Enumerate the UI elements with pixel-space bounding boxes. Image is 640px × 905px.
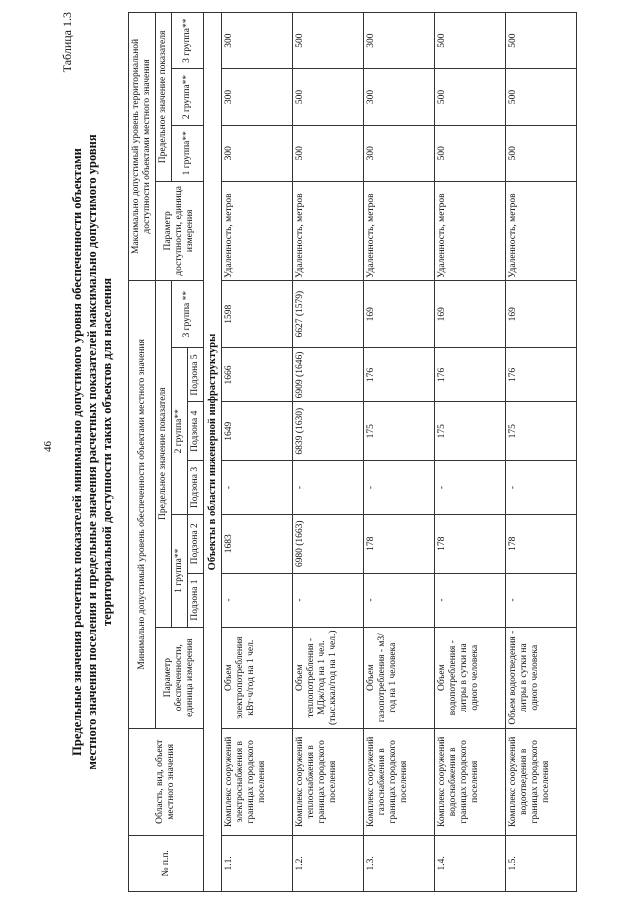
row-param: Объем газопотребления - м3/год на 1 человека [364,627,435,728]
header-sub-5: Подзона 5 [188,348,204,402]
header-limit-value: Предельное значение показателя [156,280,172,627]
table-caption: Таблица 1.3 [60,12,74,73]
row-sub1: - [293,573,364,627]
row-access-g2: 500 [506,69,577,125]
row-access-g2: 300 [364,69,435,125]
row-access-g3: 300 [364,13,435,69]
row-sub3: - [222,461,293,515]
row-access-g1: 500 [293,125,364,181]
row-num: 1.1. [222,835,293,891]
row-object: Комплекс сооружений водоотведения в границах городского поселения [506,728,577,835]
header-param-supply: Параметр обеспеченности, единица измерения [156,627,204,728]
row-sub2: 178 [364,515,435,574]
row-access: Удаленность, метров [293,181,364,280]
row-sub1: - [222,573,293,627]
row-access-g3: 500 [293,13,364,69]
row-sub5: 176 [364,348,435,402]
row-group3: 6627 (1579) [293,280,364,348]
table-row [364,13,435,892]
header-group-1: 1 группа** [172,515,188,628]
row-param: Объем водоотведения - литры в сутки на одного человека [506,627,577,728]
row-access-g1: 500 [506,125,577,181]
row-access: Удаленность, метров [435,181,506,280]
row-sub3: - [364,461,435,515]
row-access-g1: 300 [364,125,435,181]
row-num: 1.3. [364,835,435,891]
title-line-1: Предельные значения расчетных показателей минимально допустимого уровня обеспеченности объектами [70,148,84,756]
row-sub1: - [506,573,577,627]
page-number [0,0,54,905]
row-sub4: 175 [506,402,577,461]
row-num: 1.5. [506,835,577,891]
row-sub5: 6909 (1646) [293,348,364,402]
header-sub-3: Подзона 3 [188,461,204,515]
row-access-g3: 300 [222,13,293,69]
header-min-level: Минимально допустимый уровень обеспеченности объектами местного значения [129,280,156,728]
section-title: Объекты в области инженерной инфраструктуры [204,13,222,892]
header-g2: 2 группа** [172,69,204,125]
table-row [435,13,506,892]
header-max-level: Максимально допустимый уровень территориальной доступности объектами местного значения [129,13,156,281]
title-line-3: территориальной доступности таких объектов для населения [100,278,114,626]
row-access-g2: 500 [293,69,364,125]
header-sub-4: Подзона 4 [188,402,204,461]
row-access-g1: 500 [435,125,506,181]
table-row [506,13,577,892]
header-area: Область, вид, объект местного значения [129,728,204,835]
row-object: Комплекс сооружений электроснабжения в границах городского поселения [222,728,293,835]
row-access-g1: 300 [222,125,293,181]
row-sub4: 6839 (1630) [293,402,364,461]
row-sub2: 178 [506,515,577,574]
row-access: Удаленность, метров [364,181,435,280]
page-number-text: 46 [42,441,54,452]
row-sub4: 175 [364,402,435,461]
row-sub2: 1683 [222,515,293,574]
row-sub1: - [364,573,435,627]
row-param: Объем теплопотребления - МДж/год на 1 чел. (тыс.ккал/год на 1 чел.) [293,627,364,728]
row-num: 1.4. [435,835,506,891]
row-object: Комплекс сооружений теплоснабжения в границах городского поселения [293,728,364,835]
row-group3: 169 [435,280,506,348]
row-sub2: 6980 (1663) [293,515,364,574]
header-sub-1: Подзона 1 [188,573,204,627]
row-sub5: 176 [435,348,506,402]
row-sub5: 1666 [222,348,293,402]
row-sub1: - [435,573,506,627]
row-access-g2: 300 [222,69,293,125]
row-sub3: - [506,461,577,515]
row-param: Объем электропотребления кВт·ч/год на 1 чел. [222,627,293,728]
row-sub2: 178 [435,515,506,574]
row-access-g2: 500 [435,69,506,125]
row-sub3: - [293,461,364,515]
header-group-2: 2 группа** [172,348,188,515]
row-sub4: 1649 [222,402,293,461]
header-sub-2: Подзона 2 [188,515,204,574]
table-row [293,13,364,892]
table-row [222,13,293,892]
header-g3: 3 группа** [172,13,204,69]
row-sub3: - [435,461,506,515]
row-object: Комплекс сооружений газоснабжения в границах городского поселения [364,728,435,835]
table-title [70,12,115,892]
header-g1: 1 группа** [172,125,204,181]
row-object: Комплекс сооружений водоснабжения в границах городского поселения [435,728,506,835]
row-access-g3: 500 [506,13,577,69]
row-access: Удаленность, метров [506,181,577,280]
header-limit-value-2: Предельное значение показателя [156,13,172,182]
indicators-table [128,12,577,892]
row-sub4: 175 [435,402,506,461]
title-line-2: местного значения поселения и предельные значения расчетных показателей максимально допустимого уровня [85,134,99,770]
row-sub5: 176 [506,348,577,402]
rotated-table-sheet [60,12,620,892]
row-group3: 169 [506,280,577,348]
row-access-g3: 500 [435,13,506,69]
row-access: Удаленность, метров [222,181,293,280]
header-param-access: Параметр доступности, единица измерения [156,181,204,280]
row-group3: 1598 [222,280,293,348]
header-num: № п.п. [129,835,204,891]
header-group-3: 3 группа ** [172,280,204,348]
row-num: 1.2. [293,835,364,891]
row-group3: 169 [364,280,435,348]
row-param: Объем водопотребления - литры в сутки на одного человека [435,627,506,728]
